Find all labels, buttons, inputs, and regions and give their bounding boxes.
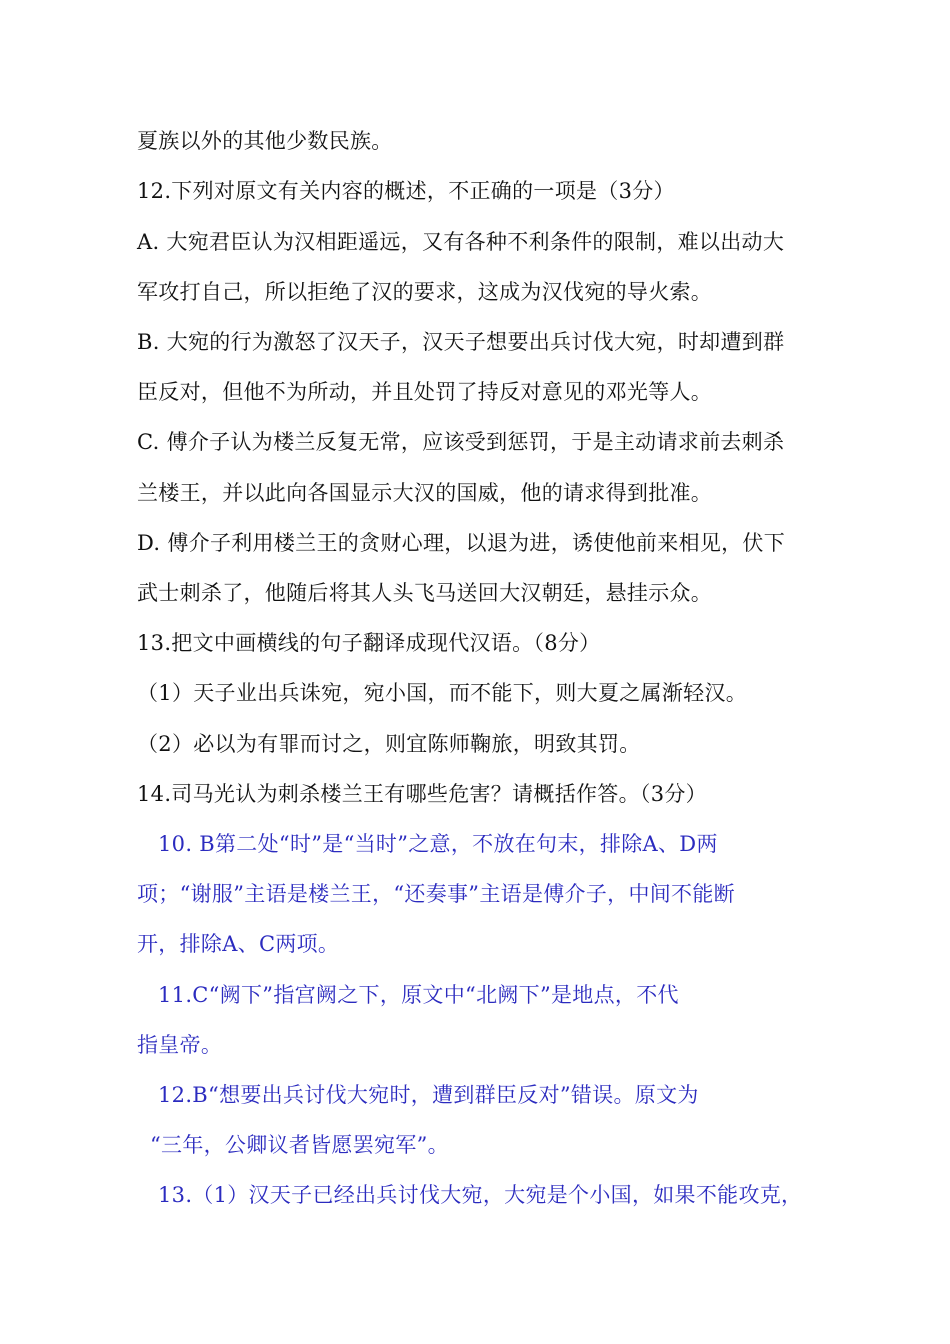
option-a-line-1: A. 大宛君臣认为汉相距遥远，又有各种不利条件的限制，难以出动大 bbox=[137, 230, 785, 254]
answer-12-line-2: “三年，公卿议者皆愿罢宛军”。 bbox=[150, 1133, 449, 1157]
option-c-line-2: 兰楼王，并以此向各国显示大汉的国威，他的请求得到批准。 bbox=[137, 481, 713, 505]
answer-11-line-1: 11.C“阙下”指宫阙之下，原文中“北阙下”是地点，不代 bbox=[158, 983, 679, 1007]
answer-10-line-3: 开，排除A、C两项。 bbox=[137, 932, 340, 956]
option-d-line-1: D. 傅介子利用楼兰王的贪财心理，以退为进，诱使他前来相见，伏下 bbox=[137, 531, 786, 555]
answer-10-line-2: 项；“谢服”主语是楼兰王，“还奏事”主语是傅介子，中间不能断 bbox=[137, 882, 735, 906]
question-13: 13.把文中画横线的句子翻译成现代汉语。（8分） bbox=[137, 631, 601, 655]
question-14: 14.司马光认为刺杀楼兰王有哪些危害？请概括作答。（3分） bbox=[137, 782, 707, 806]
question-13-sentence-2: （2）必以为有罪而讨之，则宜陈师鞠旅，明致其罚。 bbox=[137, 732, 641, 756]
question-12: 12.下列对原文有关内容的概述，不正确的一项是（3分） bbox=[137, 179, 675, 203]
option-a-line-2: 军攻打自己，所以拒绝了汉的要求，这成为汉伐宛的导火索。 bbox=[137, 280, 713, 304]
question-13-sentence-1: （1）天子业出兵诛宛，宛小国，而不能下，则大夏之属渐轻汉。 bbox=[137, 681, 748, 705]
option-d-line-2: 武士刺杀了，他随后将其人头飞马送回大汉朝廷，悬挂示众。 bbox=[137, 581, 713, 605]
answer-12-line-1: 12.B“想要出兵讨伐大宛时，遭到群臣反对”错误。原文为 bbox=[158, 1083, 699, 1107]
text-line: 夏族以外的其他少数民族。 bbox=[137, 129, 393, 153]
answer-11-line-2: 指皇帝。 bbox=[137, 1033, 223, 1057]
answer-10-line-1: 10. B第二处“时”是“当时”之意，不放在句末，排除A、D两 bbox=[158, 832, 718, 856]
option-b-line-1: B. 大宛的行为激怒了汉天子，汉天子想要出兵讨伐大宛，时却遭到群 bbox=[137, 330, 785, 354]
option-b-line-2: 臣反对，但他不为所动，并且处罚了持反对意见的邓光等人。 bbox=[137, 380, 713, 404]
option-c-line-1: C. 傅介子认为楼兰反复无常，应该受到惩罚，于是主动请求前去刺杀 bbox=[137, 430, 785, 454]
answer-13-line-1: 13.（1）汉天子已经出兵讨伐大宛，大宛是个小国，如果不能攻克， bbox=[158, 1183, 803, 1207]
